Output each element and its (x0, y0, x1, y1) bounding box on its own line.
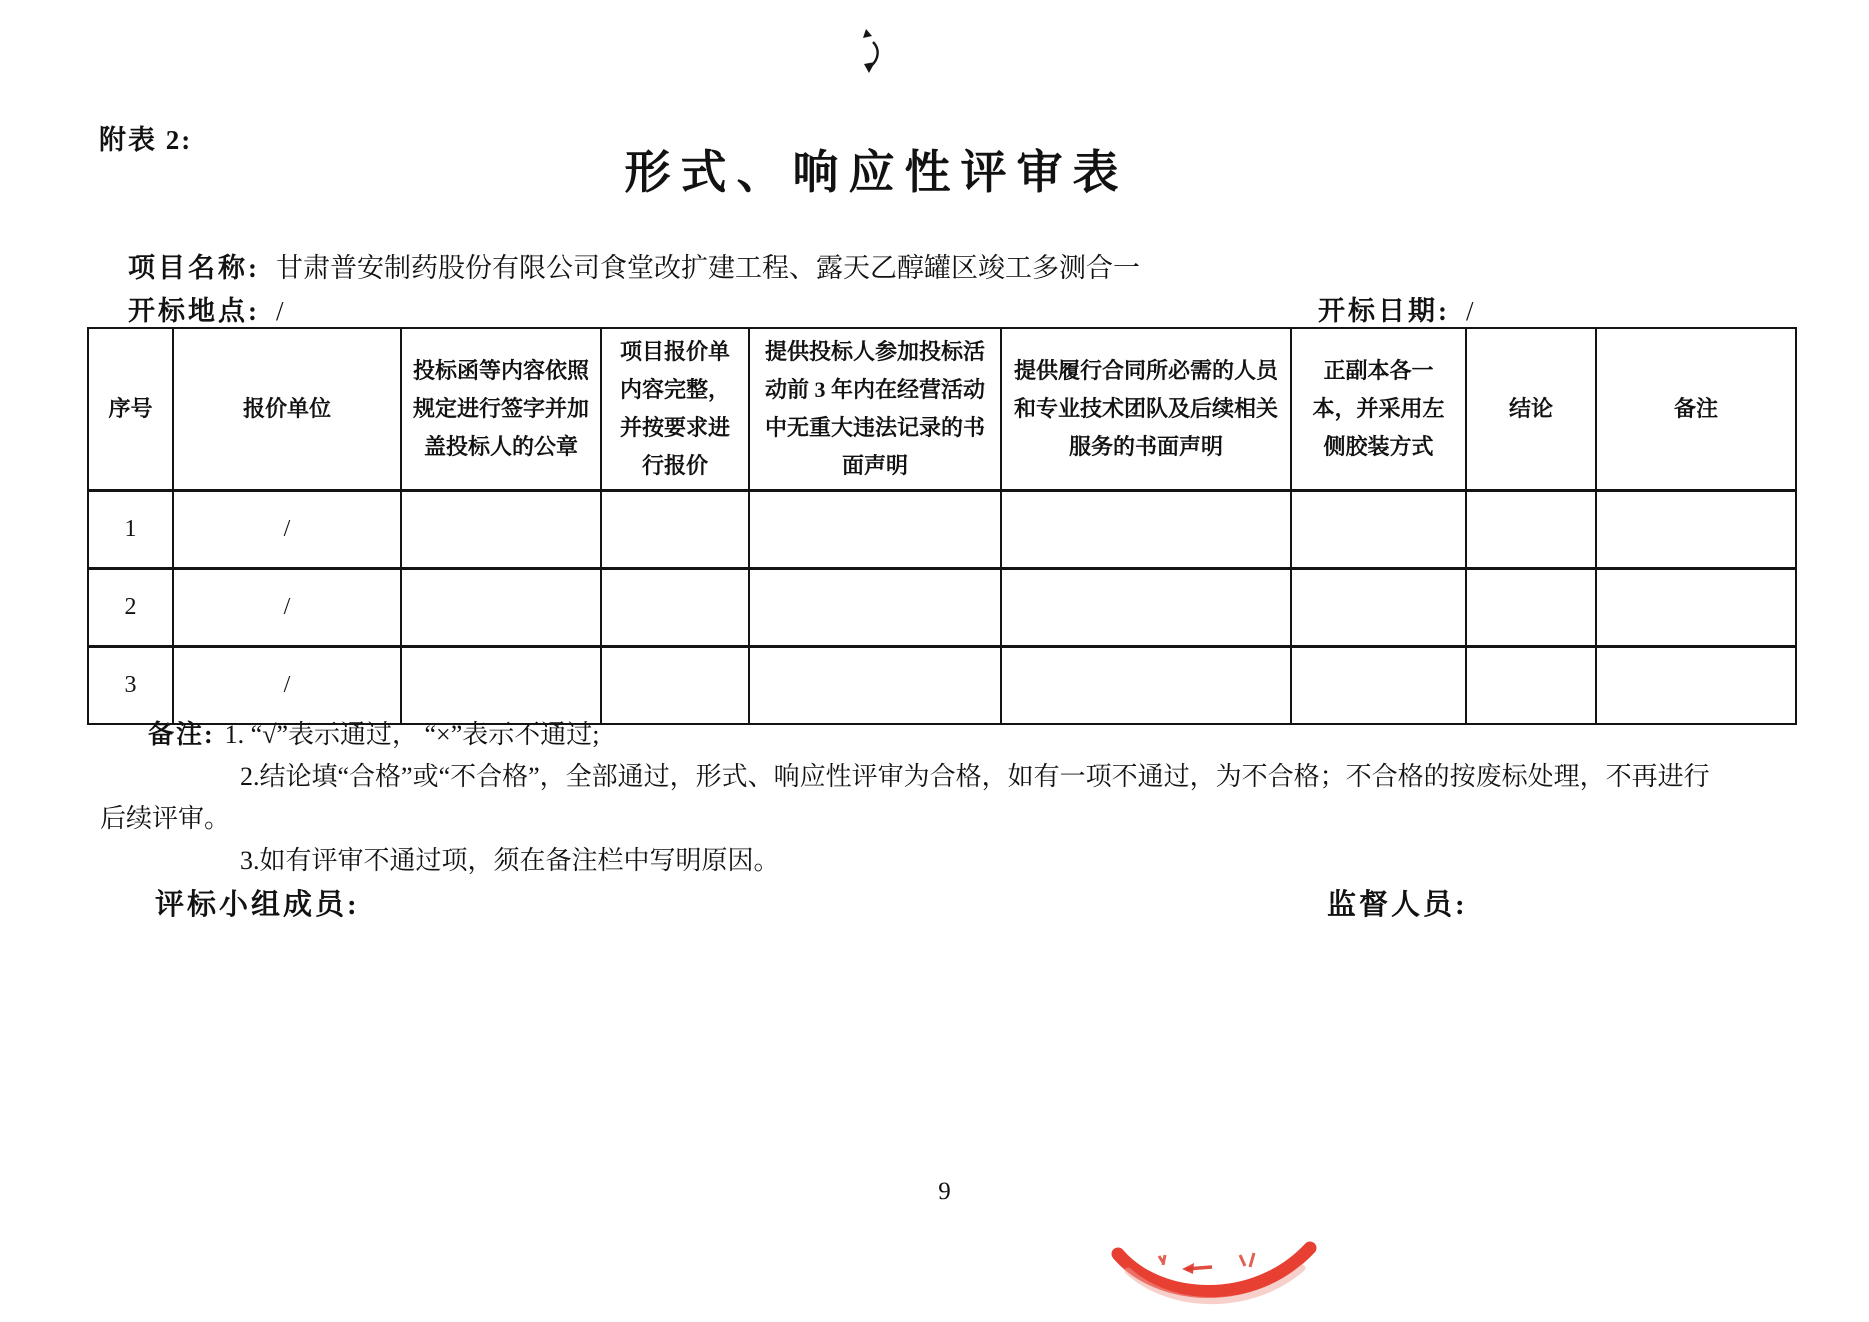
cell-empty (1001, 491, 1291, 569)
col-header-seq: 序号 (88, 328, 173, 491)
cell-empty (401, 569, 601, 647)
attachment-label: 附表 2: (99, 125, 193, 155)
table-row (88, 647, 1796, 725)
cell-empty (1291, 647, 1466, 725)
cell-empty (401, 491, 601, 569)
cell-seq: 2 (88, 569, 173, 647)
header-row (88, 328, 1796, 491)
cell-empty (601, 491, 749, 569)
col-header-bidder: 报价单位 (173, 328, 401, 491)
cell-empty (601, 569, 749, 647)
ink-mark-icon (850, 26, 890, 78)
page-title: 形式、响应性评审表 (624, 147, 1129, 198)
cell-seq: 3 (88, 647, 173, 725)
cell-empty (401, 647, 601, 725)
cell-empty (749, 491, 1001, 569)
bid-location-row (128, 289, 284, 328)
project-name-row (128, 246, 1140, 285)
cell-empty (1596, 491, 1796, 569)
committee-label: 评标小组成员: (155, 889, 360, 921)
cell-bidder: / (173, 647, 401, 725)
supervisor-label: 监督人员: (1327, 889, 1468, 921)
cell-empty (1466, 491, 1596, 569)
cell-empty (1466, 647, 1596, 725)
cell-empty (749, 647, 1001, 725)
col-header-personnel-statement: 提供履行合同所必需的人员和专业技术团队及后续相关服务的书面声明 (1001, 328, 1291, 491)
title-row (0, 136, 1811, 202)
table-row (88, 569, 1796, 647)
cell-empty (1001, 647, 1291, 725)
cell-empty (749, 569, 1001, 647)
cell-bidder: / (173, 569, 401, 647)
red-seal-arc-icon (1104, 1240, 1324, 1322)
cell-bidder: / (173, 491, 401, 569)
cell-empty (1291, 491, 1466, 569)
bid-date-value: / (1466, 296, 1474, 326)
page-number: 9 (938, 1178, 951, 1205)
cell-empty (1596, 569, 1796, 647)
cell-empty (1291, 569, 1466, 647)
bid-date-label: 开标日期: (1318, 296, 1450, 326)
bid-location-value: / (276, 296, 284, 326)
col-header-binding: 正副本各一本，并采用左侧胶装方式 (1291, 328, 1466, 491)
note-line-1 (148, 714, 600, 751)
col-header-signature-seal: 投标函等内容依照规定进行签字并加盖投标人的公章 (401, 328, 601, 491)
cell-empty (601, 647, 749, 725)
col-header-remarks: 备注 (1596, 328, 1796, 491)
project-name-value: 甘肃普安制药股份有限公司食堂改扩建工程、露天乙醇罐区竣工多测合一 (276, 253, 1140, 283)
review-table (87, 327, 1797, 725)
col-header-conclusion: 结论 (1466, 328, 1596, 491)
bid-location-label: 开标地点: (128, 296, 260, 326)
project-name-label: 项目名称: (128, 253, 260, 283)
bid-date-row (1318, 289, 1474, 328)
cell-empty (1596, 647, 1796, 725)
note-text-1: 1. “√”表示通过， “×”表示不通过; (224, 720, 600, 749)
col-header-quotation-complete: 项目报价单内容完整，并按要求进行报价 (601, 328, 749, 491)
note-line-3: 3.如有评审不通过项，须在备注栏中写明原因。 (240, 846, 780, 875)
cell-empty (1466, 569, 1596, 647)
cell-seq: 1 (88, 491, 173, 569)
col-header-no-violation: 提供投标人参加投标活动前 3 年内在经营活动中无重大违法记录的书面声明 (749, 328, 1001, 491)
cell-empty (1001, 569, 1291, 647)
table-row (88, 491, 1796, 569)
note-line-2-wrap: 后续评审。 (100, 804, 231, 833)
notes-label: 备注: (148, 720, 215, 749)
note-line-2: 2.结论填“合格”或“不合格”，全部通过，形式、响应性评审为合格，如有一项不通过，为不合格；不合格的按废标处理，不再进行 (240, 762, 1710, 791)
